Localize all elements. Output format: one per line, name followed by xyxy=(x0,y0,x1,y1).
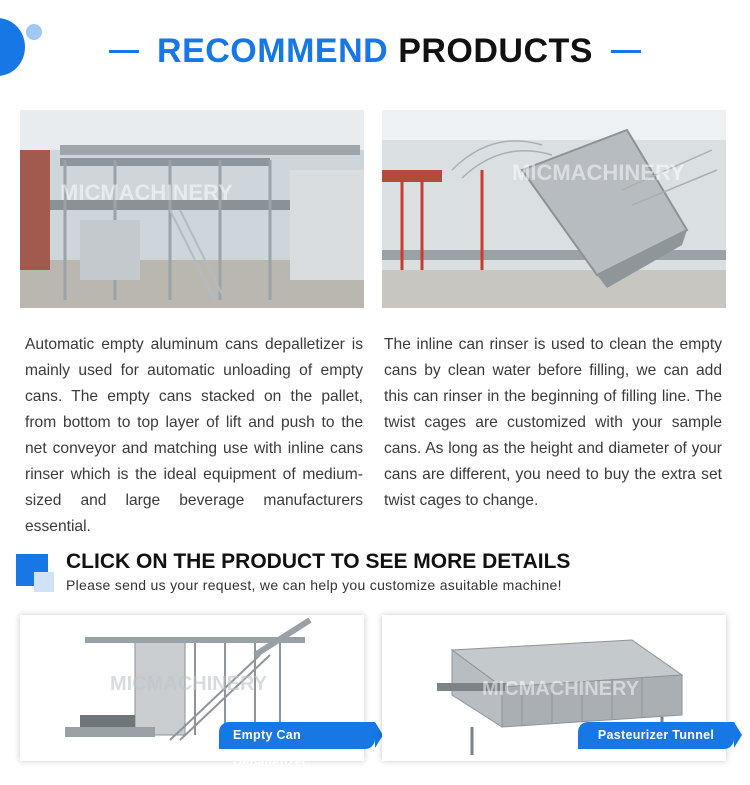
header-dash-right xyxy=(611,50,641,53)
product-photo-depalletizer[interactable] xyxy=(20,110,364,308)
title-blue: RECOMMEND xyxy=(157,31,389,70)
product-card-depalletizer[interactable] xyxy=(20,615,364,769)
product-card-pasteurizer[interactable] xyxy=(382,615,726,761)
cta-title: CLICK ON THE PRODUCT TO SEE MORE DETAILS xyxy=(66,550,571,573)
title-black: PRODUCTS xyxy=(398,31,593,70)
card-watermark: MICMACHINERY xyxy=(482,678,640,700)
photo-watermark: MICMACHINERY xyxy=(60,180,233,205)
product-photo-rinser[interactable] xyxy=(382,110,726,308)
product-description-depalletizer: Automatic empty aluminum cans depalletizer is mainly used for automatic unloading of empty cans. The empty cans stacked on the pallet, from bottom to top layer of lift and push to the net conveyor and matching use with inline cans rinser which is the ideal equipment of medium-sized and large beverage manufacturers essential. xyxy=(25,336,363,535)
product-description-rinser: The inline can rinser is used to clean the empty cans by clean water before filling, we can add this can rinser in the beginning of filling line. The twist cages are customized with your sample cans. As long as the height and diameter of your cans are different, you need to buy the extra set twist cages to change. xyxy=(384,336,722,509)
photo-watermark: MICMACHINERY xyxy=(512,160,685,185)
card-watermark: MICMACHINERY xyxy=(110,673,268,695)
cta-square-accent-icon xyxy=(34,572,54,592)
header-dash-left xyxy=(109,50,139,53)
card-label-pasteurizer[interactable]: Pasteurizer Tunnel xyxy=(578,722,734,749)
section-title xyxy=(157,32,593,71)
card-label-depalletizer[interactable]: Empty Can Depalletizer xyxy=(219,722,375,749)
cta-subtitle: Please send us your request, we can help you customize asuitable machine! xyxy=(66,577,562,593)
section-header xyxy=(0,28,750,74)
